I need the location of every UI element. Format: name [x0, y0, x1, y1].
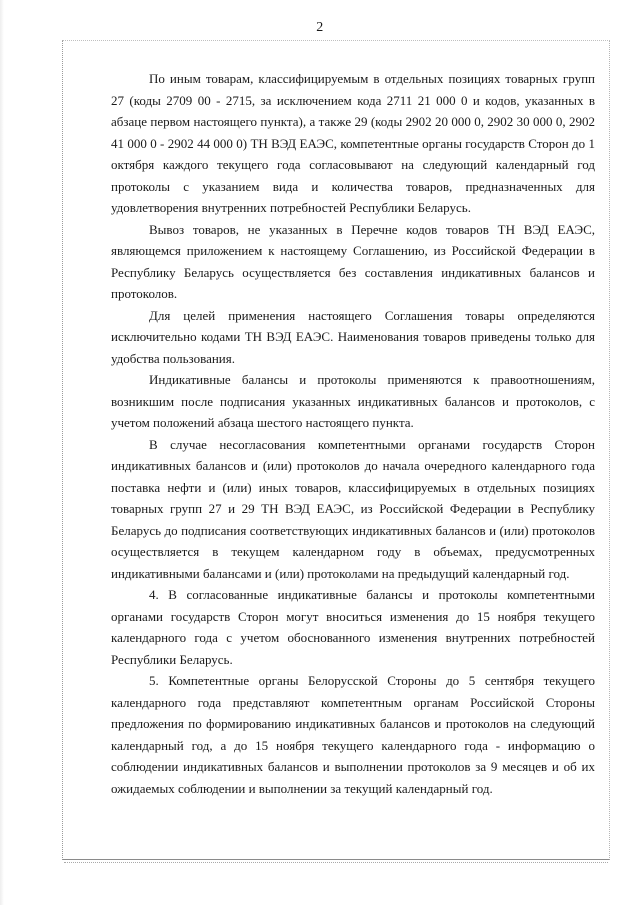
paragraph-item-4: 4. В согласованные индикативные балансы и протоколы компетентными органами государств Сторон могут вноситься изменения до 15 ноября текущего календарного года с учетом обоснованного изменения внутренних потребностей Республики Беларусь.	[111, 587, 595, 667]
paragraph-application-scope: Индикативные балансы и протоколы применяются к правоотношениям, возникшим после подписания указанных индикативных балансов и протоколов, с учетом положений абзаца шестого настоящего пункта.	[111, 372, 595, 430]
frame-bottom-line	[64, 862, 608, 863]
paragraph-code-definition: Для целей применения настоящего Соглашения товары определяются исключительно кодами ТН ВЭД ЕАЭС. Наименования товаров приведены только для удобства пользования.	[111, 307, 595, 366]
paragraph-export-unlisted: Вывоз товаров, не указанных в Перечне кодов товаров ТН ВЭД ЕАЭС, являющемся приложением к настоящему Соглашению, из Российской Федерации в Республику Беларусь осуществляется без составления индикативных балансов и протоколов.	[111, 221, 595, 301]
page-number: 2	[316, 20, 324, 35]
paragraph-item-5: 5. Компетентные органы Белорусской Стороны до 5 сентября текущего календарного года представляют компетентным органам Российской Стороны предложения по формированию индикативных балансов и протоколов на следующий календарный год, а до 15 ноября текущего календарного года - информацию о соблюдении индикативных балансов и выполнении протоколов за 9 месяцев и об их ожидаемых соблюдении и выполнении за текущий календарный год.	[111, 673, 595, 796]
paragraph-non-agreement: В случае несогласования компетентными органами государств Сторон индикативных балансов и (или) протоколов до начала очередного календарного года поставка нефти и (или) иных товаров, классифицируемых в отдельных позициях товарных групп 27 и 29 ТН ВЭД ЕАЭС, из Российской Федерации в Республику Беларусь до подписания соответствующих индикативных балансов и (или) протоколов осуществляется в текущем календарном году в объемах, предусмотренных индикативными балансами и (или) протоколами на предыдущий календарный год.	[111, 436, 595, 581]
scan-edge-shadow	[0, 0, 4, 905]
paragraph-other-goods: По иным товарам, классифицируемым в отдельных позициях товарных групп 27 (коды 2709 00 - 2715, за исключением кода 2711 21 000 0 и кодов, указанных в абзаце первом настоящего пункта), а также 29 (коды 2902 20 000 0, 2902 30 000 0, 2902 41 000 0 - 2902 44 000 0) ТН ВЭД ЕАЭС, компетентные органы государств Сторон до 1 октября каждого текущего года согласовывают на следующий календарный год протоколы с указанием вида и количества товаров, предназначенных для удовлетворения внутренних потребностей Республики Беларусь.	[111, 71, 595, 215]
document-body	[111, 68, 595, 799]
